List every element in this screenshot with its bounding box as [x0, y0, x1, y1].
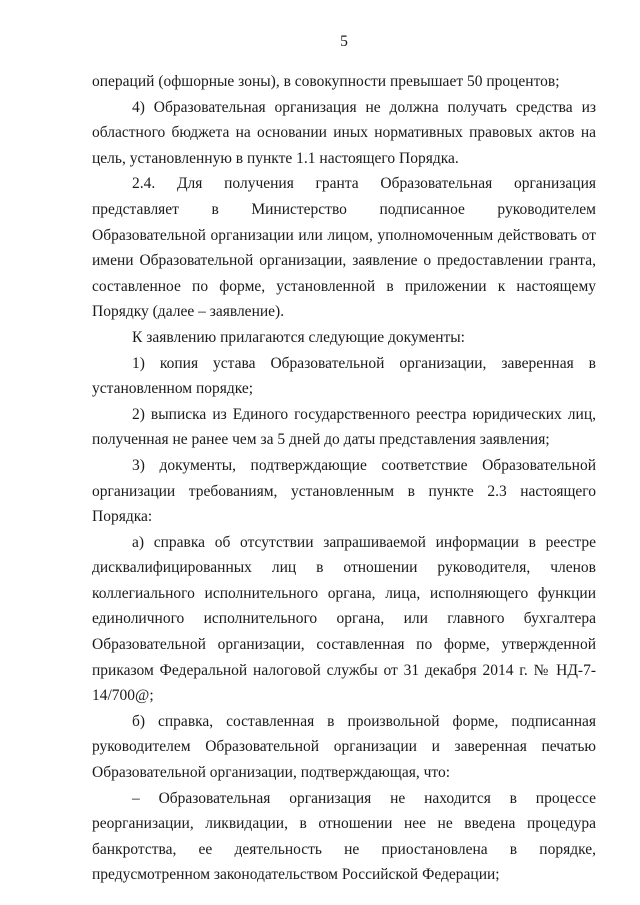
- paragraph-doc-2: 2) выписка из Единого государственного реестра юридических лиц, полученная не ранее чем за 5 дней до даты представления заявления;: [92, 405, 596, 449]
- document-page: [92, 32, 596, 888]
- page-number: 5: [340, 33, 348, 50]
- paragraph-item-4: 4) Образовательная организация не должна получать средства из областного бюджета на основании иных нормативных правовых актов на цель, установленную в пункте 1.1 настоящего Порядка.: [92, 98, 596, 167]
- paragraph-doc-3: 3) документы, подтверждающие соответствие Образовательной организации требованиям, установленным в пункте 2.3 настоящего Порядка:: [92, 456, 596, 526]
- paragraph-offshore: операций (офшорные зоны), в совокупности превышает 50 процентов;: [92, 73, 560, 90]
- paragraph-documents-intro: К заявлению прилагаются следующие документы:: [132, 328, 465, 346]
- paragraph-2-4: 2.4. Для получения гранта Образовательная организация представляет в Министерство подписанное руководителем Образовательной организации или лицом, уполномоченным действовать от имени Образовательной организации, заявление о предоставлении гранта, составленное по форме, установленной в приложении к настоящему Порядку (далее – заявление).: [92, 175, 596, 321]
- paragraph-doc-3a: а) справка об отсутствии запрашиваемой информации в реестре дисквалифицированных лиц в отношении руководителя, членов коллегиального исполнительного органа, лица, исполняющего функции единоличного исполнительного органа, или главного бухгалтера Образовательной организации, составленная по форме, утвержденной приказом Федеральной налоговой службы от 31 декабря 2014 г. № НД-7-14/700@;: [92, 533, 596, 705]
- paragraph-doc-1: 1) копия устава Образовательной организации, заверенная в установленном порядке;: [92, 354, 596, 398]
- paragraph-doc-3b: б) справка, составленная в произвольной форме, подписанная руководителем Образовательной организации и заверенная печатью Образовательной организации, подтверждающая, что:: [92, 712, 596, 782]
- paragraph-dash-item: – Образовательная организация не находится в процессе реорганизации, ликвидации, в отношении нее не введена процедура банкротства, ее деятельность не приостановлена в порядке, предусмотренном законодательством Российской Федерации;: [92, 789, 596, 884]
